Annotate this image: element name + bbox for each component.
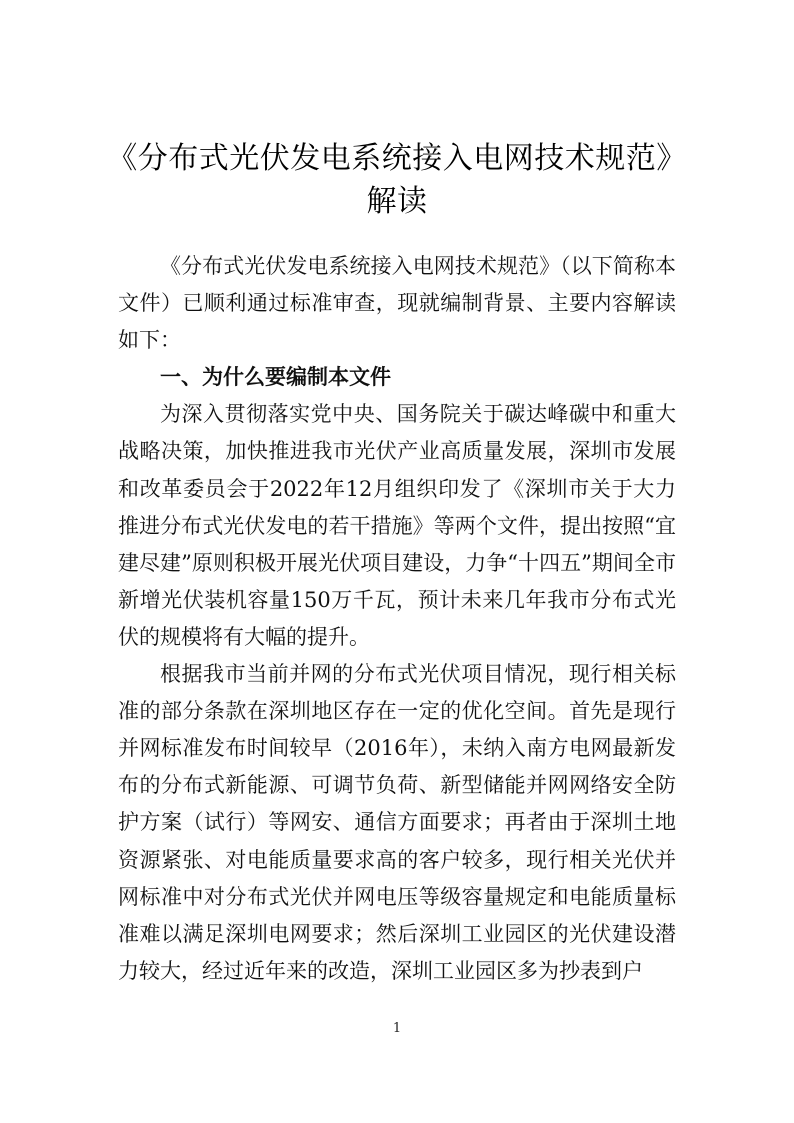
section-heading: 一、为什么要编制本文件 bbox=[160, 365, 391, 390]
document-title-line2: 解读 bbox=[366, 184, 428, 219]
section1-paragraph2: 根据我市当前并网的分布式光伏项目情况，现行相关标准的部分条款在深圳地区存在一定的优化空间。首先是现行并网标准发布时间较早（2016年），未纳入南方电网最新发布的分布式新能源、可调节负荷、新型储能并网网络安全防护方案（试行）等网安、通信方面要求；再者由于深圳土地资源紧张、对电能质量要求高的客户较多，现行相关光伏并网标准中对分布式光伏并网电压等级容量规定和电能质量标准难以满足深圳电网要求；然后深圳工业园区的光伏建设潜力较大，经过近年来的改造，深圳工业园区多为抄表到户 bbox=[118, 662, 676, 983]
intro-paragraph: 《分布式光伏发电系统接入电网技术规范》（以下简称本文件）已顺利通过标准审查，现就编制背景、主要内容解读如下： bbox=[118, 254, 676, 353]
section1-paragraph1: 为深入贯彻落实党中央、国务院关于碳达峰碳中和重大战略决策，加快推进我市光伏产业高质量发展，深圳市发展和改革委员会于2022年12月组织印发了《深圳市关于大力推进分布式光伏发电的若干措施》等两个文件，提出按照“宜建尽建”原则积极开展光伏项目建设，力争“十四五”期间全市新增光伏装机容量150万千瓦，预计未来几年我市分布式光伏的规模将有大幅的提升。 bbox=[118, 402, 676, 649]
document-title-line1: 《分布式光伏发电系统接入电网技术规范》 bbox=[107, 141, 687, 176]
page-number: 1 bbox=[392, 1021, 402, 1036]
document-body bbox=[118, 248, 676, 990]
